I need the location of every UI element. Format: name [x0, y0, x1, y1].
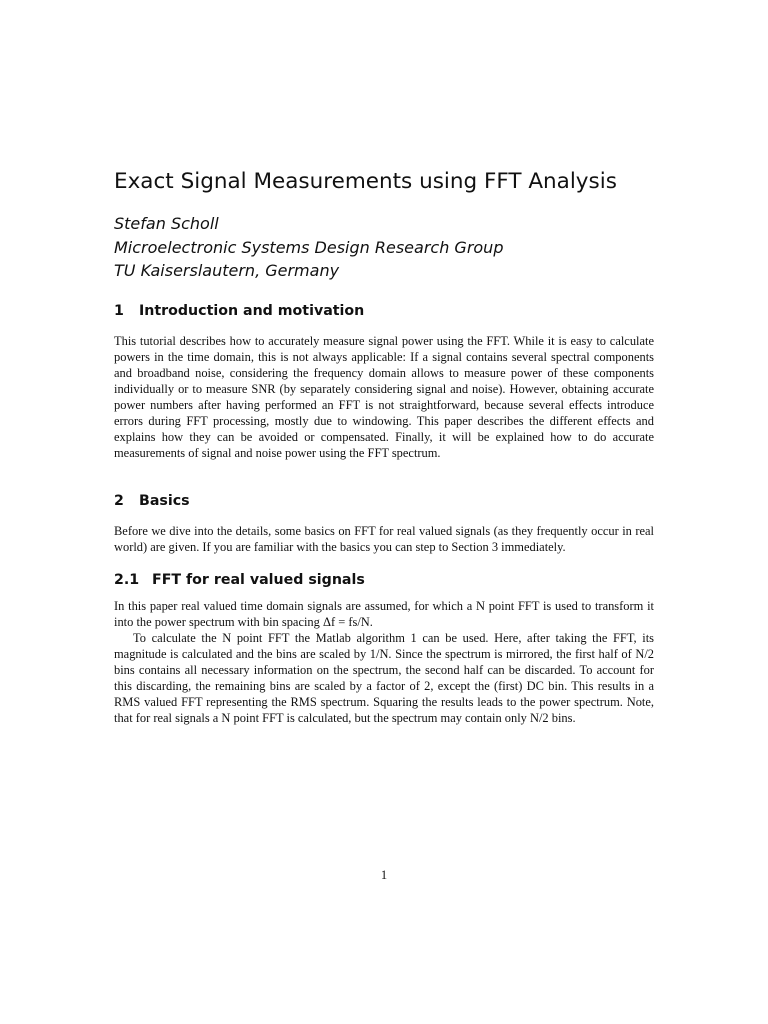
- subsection-2-1-heading: [114, 572, 365, 588]
- section-1-heading: [114, 303, 364, 319]
- section-2-number: 2: [114, 493, 124, 509]
- subsection-2-1-paragraph-1: In this paper real valued time domain signals are assumed, for which a N point FFT is used to transform it into the power spectrum with bin spacing Δf = fs/N.: [114, 599, 654, 629]
- section-2-paragraph: Before we dive into the details, some basics on FFT for real valued signals (as they frequently occur in real world) are given. If you are familiar with the basics you can step to Section 3 immediately.: [114, 524, 654, 554]
- section-1-number: 1: [114, 303, 124, 319]
- section-1-title: Introduction and motivation: [139, 303, 365, 319]
- subsection-2-1-paragraph-2: To calculate the N point FFT the Matlab algorithm 1 can be used. Here, after taking the FFT, its magnitude is calculated and the bins are scaled by 1/N. Since the spectrum is mirrored, the first half of N/2 bins contains all necessary information on the spectrum, the second half can be discarded. To account for this discarding, the remaining bins are scaled by a factor of 2, except the (first) DC bin. This results in a RMS valued FFT representing the RMS spectrum. Squaring the results leads to the power spectrum. Note, that for real signals a N point FFT is calculated, but the spectrum may contain only N/2 bins.: [114, 631, 654, 725]
- paper-title: Exact Signal Measurements using FFT Analysis: [114, 169, 617, 194]
- section-2-title: Basics: [139, 493, 190, 509]
- section-1-paragraph: This tutorial describes how to accurately measure signal power using the FFT. While it is easy to calculate powers in the time domain, this is not always applicable: If a signal contains several spectral components and broadband noise, considering the frequency domain allows to measure power of these components individually or to measure SNR (by separately considering signal and noise). However, obtaining accurate power numbers after having performed an FFT is not straightforward, because several effects introduce errors during FFT processing, mostly due to windowing. This paper describes the different effects and explains how they can be avoided or compensated. Finally, it will be explained how to do accurate measurements of signal and noise power using the FFT spectrum.: [114, 334, 654, 460]
- author-location: TU Kaiserslautern, Germany: [114, 261, 340, 280]
- subsection-2-1-number: 2.1: [114, 572, 140, 588]
- subsection-2-1-title: FFT for real valued signals: [152, 572, 365, 588]
- page-number: 1: [380, 868, 388, 882]
- author-name: Stefan Scholl: [114, 214, 219, 233]
- author-affiliation: Microelectronic Systems Design Research Group: [114, 237, 504, 257]
- author-block: [114, 212, 503, 283]
- section-2-heading: [114, 493, 190, 509]
